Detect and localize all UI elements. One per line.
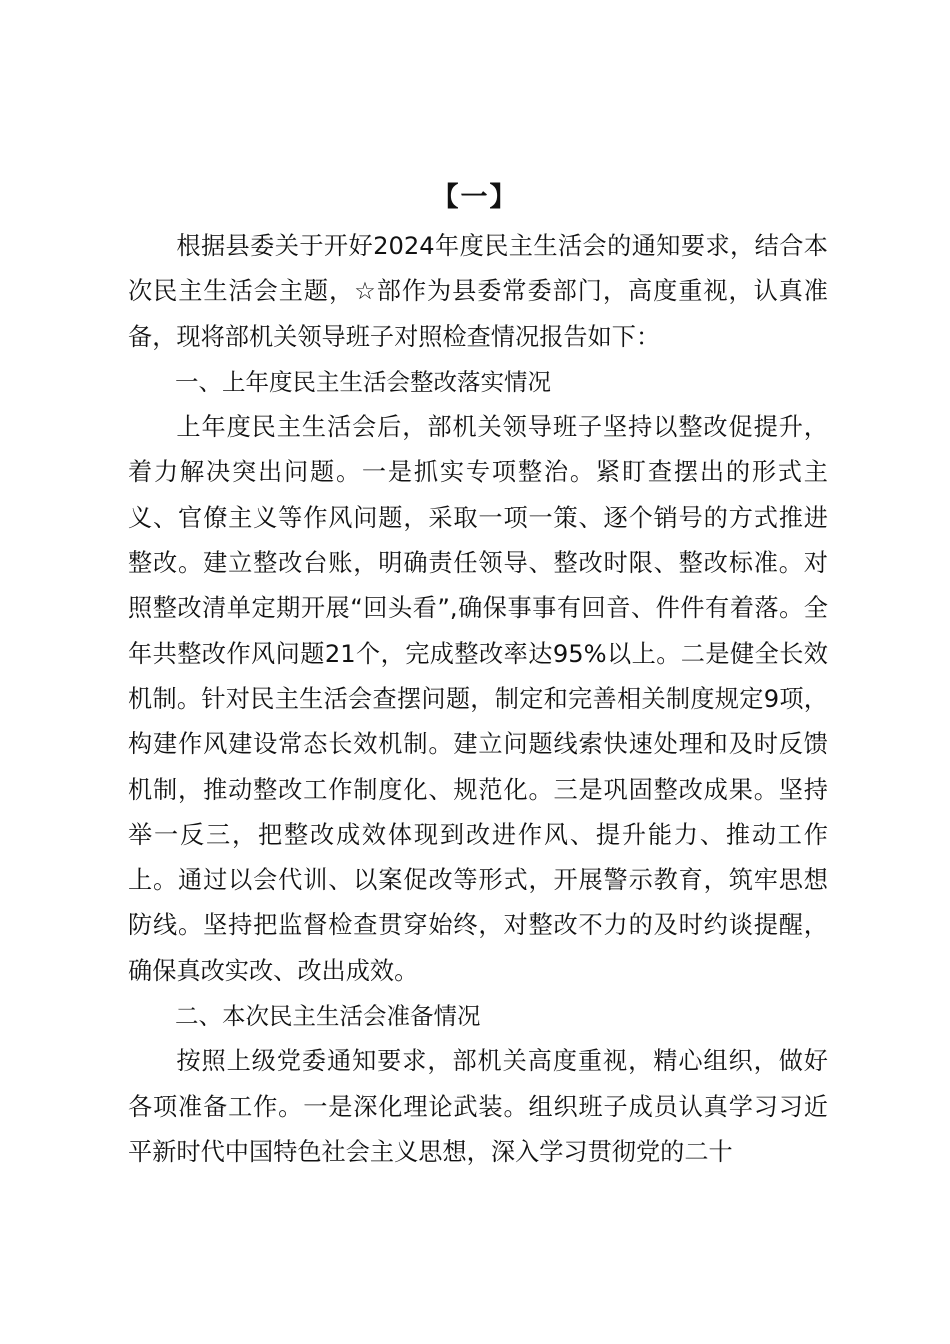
intro-paragraph: 根据县委关于开好2024年度民主生活会的通知要求，结合本次民主生活会主题，☆部作为县委常委部门，高度重视，认真准备，现将部机关领导班子对照检查情况报告如下： — [128, 232, 828, 351]
section-heading-2: 二、本次民主生活会准备情况 — [175, 1002, 481, 1031]
section-2-paragraph: 按照上级党委通知要求，部机关高度重视，精心组织，做好各项准备工作。一是深化理论武装。组织班子成员认真学习习近平新时代中国特色社会主义思想，深入学习贯彻党的二十 — [128, 1047, 828, 1166]
document-title: 【一】 — [431, 182, 519, 213]
document-body — [128, 224, 828, 1175]
section-1-paragraph: 上年度民主生活会后，部机关领导班子坚持以整改促提升，着力解决突出问题。一是抓实专项整治。紧盯查摆出的形式主义、官僚主义等作风问题，采取一项一策、逐个销号的方式推进整改。建立整改台账，明确责任领导、整改时限、整改标准。对照整改清单定期开展“回头看”,确保事事有回音、件件有着落。全年共整改作风问题21个，完成整改率达95%以上。二是健全长效机制。针对民主生活会查摆问题，制定和完善相关制度规定9项，构建作风建设常态长效机制。建立问题线索快速处理和及时反馈机制，推动整改工作制度化、规范化。三是巩固整改成果。坚持举一反三，把整改成效体现到改进作风、提升能力、推动工作上。通过以会代训、以案促改等形式，开展警示教育，筑牢思想防线。坚持把监督检查贯穿始终，对整改不力的及时约谈提醒，确保真改实改、改出成效。 — [128, 413, 828, 985]
section-heading-1: 一、上年度民主生活会整改落实情况 — [175, 367, 551, 396]
